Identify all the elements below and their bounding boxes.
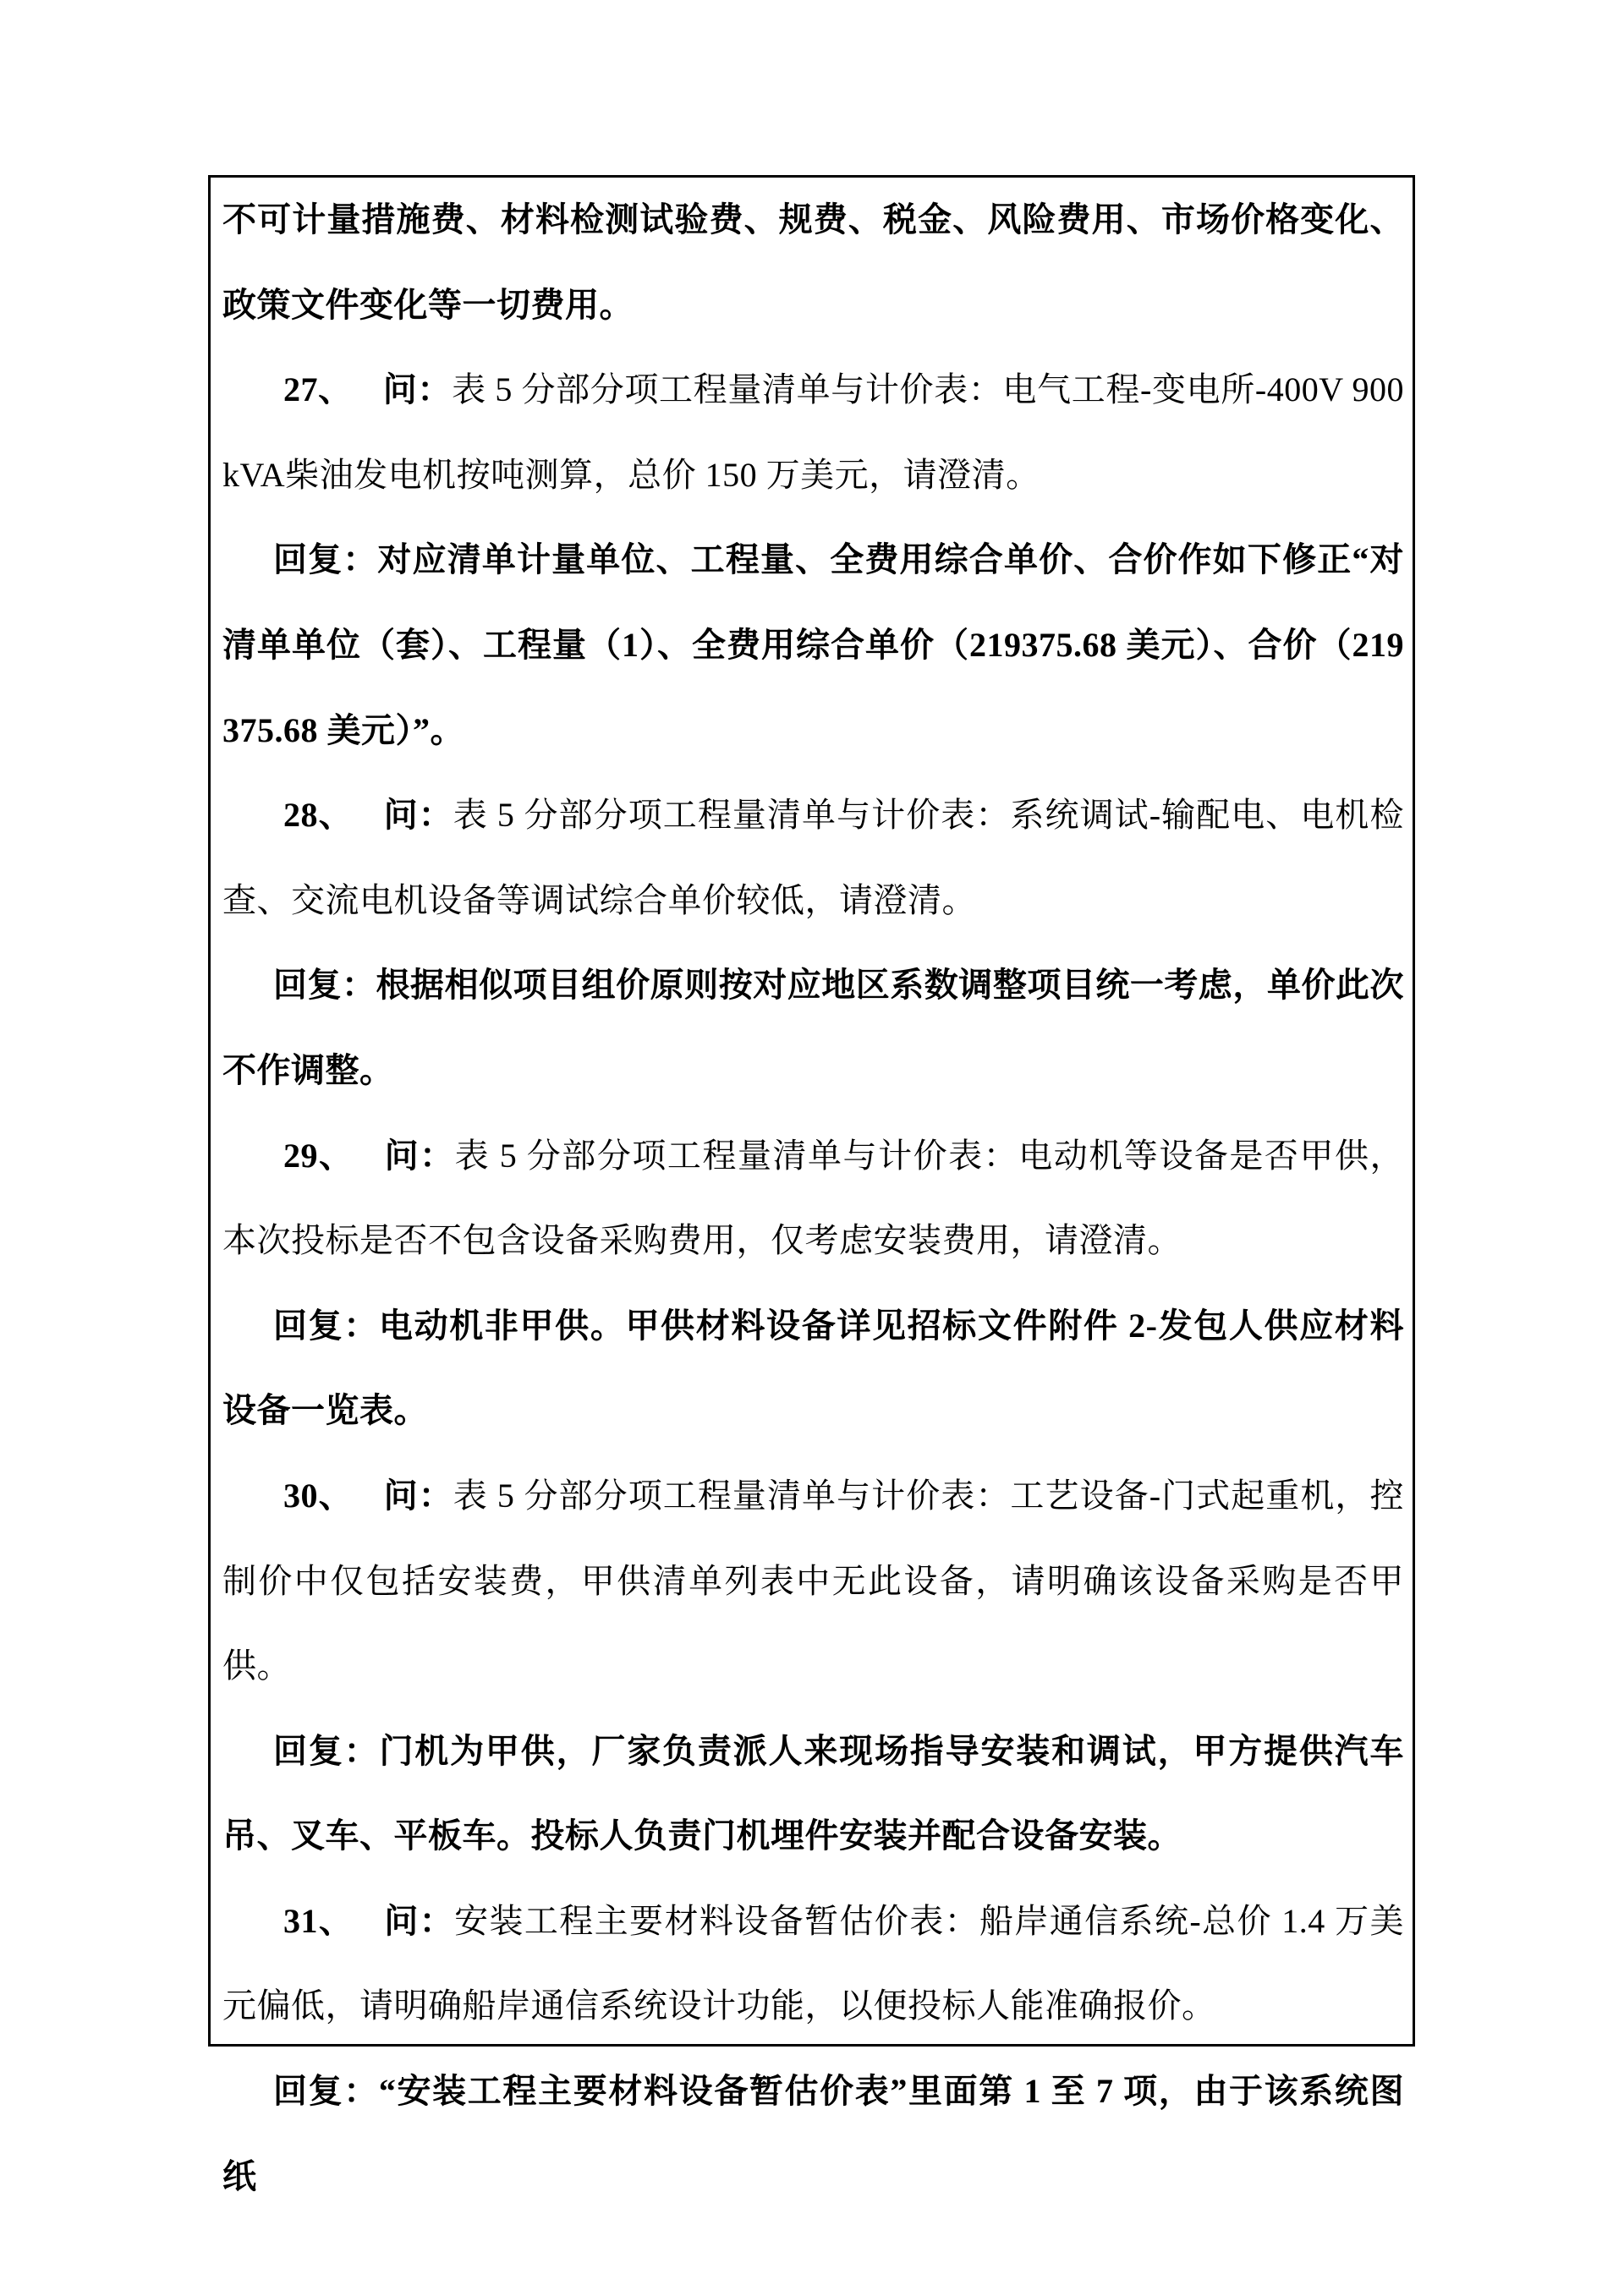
paragraph-text: 电动机非甲供。甲供材料设备详见招标文件附件 2-发包人供应材料设备一览表。 [222, 1306, 1405, 1430]
continuation-paragraph [222, 178, 1404, 348]
paragraph-text: 安装工程主要材料设备暂估价表：船岸通信系统-总价 1.4 万美元偏低，请明确船岸通信系统设计功能，以便投标人能准确报价。 [222, 1901, 1405, 2025]
paragraph-text: 表 5 分部分项工程量清单与计价表：电动机等设备是否甲供，本次投标是否不包含设备采购费用，仅考虑安装费用，请澄清。 [222, 1136, 1405, 1260]
question-paragraph [222, 773, 1404, 943]
question-number: 30、 [283, 1476, 354, 1515]
paragraph-text: 表 5 分部分项工程量清单与计价表：系统调试-输配电、电机检查、交流电机设备等调试综合单价较低，请澄清。 [222, 796, 1405, 919]
reply-label: 回复： [273, 966, 376, 1005]
reply-paragraph [222, 943, 1404, 1113]
question-number: 31、 [283, 1901, 354, 1940]
question-paragraph [222, 348, 1404, 518]
paragraph-text: 不可计量措施费、材料检测试验费、规费、税金、风险费用、市场价格变化、政策文件变化等一切费用。 [222, 200, 1404, 324]
question-label: 问： [384, 1136, 455, 1175]
reply-paragraph [222, 1709, 1404, 1879]
question-paragraph [222, 1454, 1404, 1709]
qa-table-cell [208, 175, 1415, 2195]
paragraph-text: “安装工程主要材料设备暂估价表”里面第 1 至 7 项，由于该系统图纸 [222, 2072, 1405, 2195]
reply-paragraph [222, 518, 1404, 773]
question-label: 问： [383, 796, 453, 835]
question-paragraph [222, 1114, 1404, 1284]
paragraph-text: 根据相似项目组价原则按对应地区系数调整项目统一考虑，单价此次不作调整。 [222, 966, 1404, 1089]
reply-label: 回复： [273, 1306, 379, 1345]
reply-label: 回复： [273, 1731, 380, 1770]
paragraph-text: 对应清单计量单位、工程量、全费用综合单价、合价作如下修正“对清单单位（套）、工程量（1）、全费用综合单价（219375.68 美元）、合价（219375.68 美元）”。 [222, 540, 1404, 749]
paragraph-text: 表 5 分部分项工程量清单与计价表：电气工程-变电所-400V 900kVA柴油发电机按吨测算，总价 150 万美元，请澄清。 [222, 370, 1404, 494]
question-number: 28、 [283, 796, 354, 835]
reply-label: 回复： [273, 540, 378, 579]
question-paragraph [222, 1879, 1404, 2049]
paragraph-text: 表 5 分部分项工程量清单与计价表：工艺设备-门式起重机，控制价中仅包括安装费，甲供清单列表中无此设备，请明确该设备采购是否甲供。 [222, 1476, 1405, 1685]
question-label: 问： [382, 370, 453, 409]
reply-paragraph [222, 1284, 1404, 1454]
reply-paragraph [222, 2049, 1404, 2219]
question-label: 问： [383, 1476, 453, 1515]
question-number: 27、 [283, 370, 353, 409]
reply-label: 回复： [273, 2072, 379, 2111]
paragraph-text: 门机为甲供，厂家负责派人来现场指导安装和调试，甲方提供汽车吊、叉车、平板车。投标人负责门机埋件安装并配合设备安装。 [222, 1731, 1405, 1855]
question-number: 29、 [283, 1136, 354, 1175]
question-label: 问： [384, 1901, 455, 1940]
